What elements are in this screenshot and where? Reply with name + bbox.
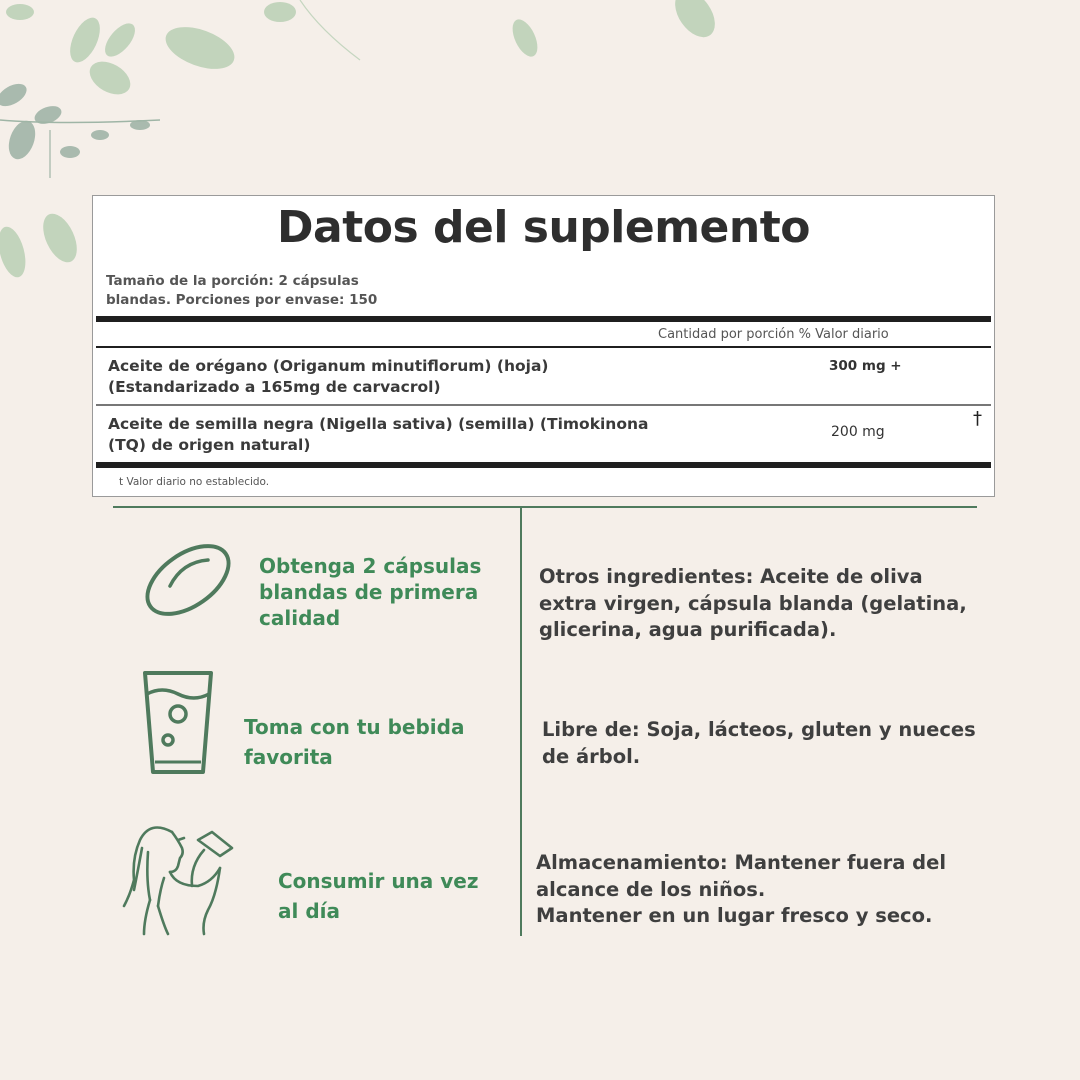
divider-thick [96,316,991,322]
drinking-glass-icon [140,668,216,778]
storage-line-2: Mantener en un lugar fresco y seco. [536,904,933,927]
ingredient-amount: 200 mg [831,424,885,440]
section-divider-horizontal [113,506,977,508]
storage-text [536,850,976,930]
feature-softgel-text: Obtenga 2 cápsulas blandas de primera calidad [259,554,482,630]
feature-daily-text: Consumir una vez al día [278,869,479,923]
free-of-text: Libre de: Soja, lácteos, gluten y nueces de árbol. [542,718,976,768]
storage-line-1: Almacenamiento: Mantener fuera del alcance de los niños. [536,851,947,901]
column-header: Cantidad por porción % Valor diario [658,327,889,342]
divider-thin [96,404,991,406]
section-divider-vertical [520,508,522,936]
ingredient-name: Aceite de semilla negra (Nigella sativa) (semilla) (Timokinona (TQ) de origen natural) [108,415,649,454]
other-ingredients-text: Otros ingredientes: Aceite de oliva extra virgen, cápsula blanda (gelatina, glicerina, agua purificada). [539,565,967,641]
serving-info: Tamaño de la porción: 2 cápsulas blandas. Porciones por envase: 150 [106,273,378,308]
supplement-facts-panel [92,195,995,497]
dagger-marker: † [973,408,982,429]
facts-title: Datos del suplemento [277,202,810,253]
softgel-capsule-icon [138,540,238,620]
ingredient-name: Aceite de orégano (Origanum minutiflorum) (hoja) (Estandarizado a 165mg de carvacrol) [108,357,549,396]
footnote: t Valor diario no establecido. [119,476,270,488]
woman-drinking-icon [120,810,250,938]
feature-drink-text: Toma con tu bebida favorita [244,715,465,769]
ingredient-amount: 300 mg + [829,358,902,374]
divider-thin [96,346,991,348]
divider-thick [96,462,991,468]
